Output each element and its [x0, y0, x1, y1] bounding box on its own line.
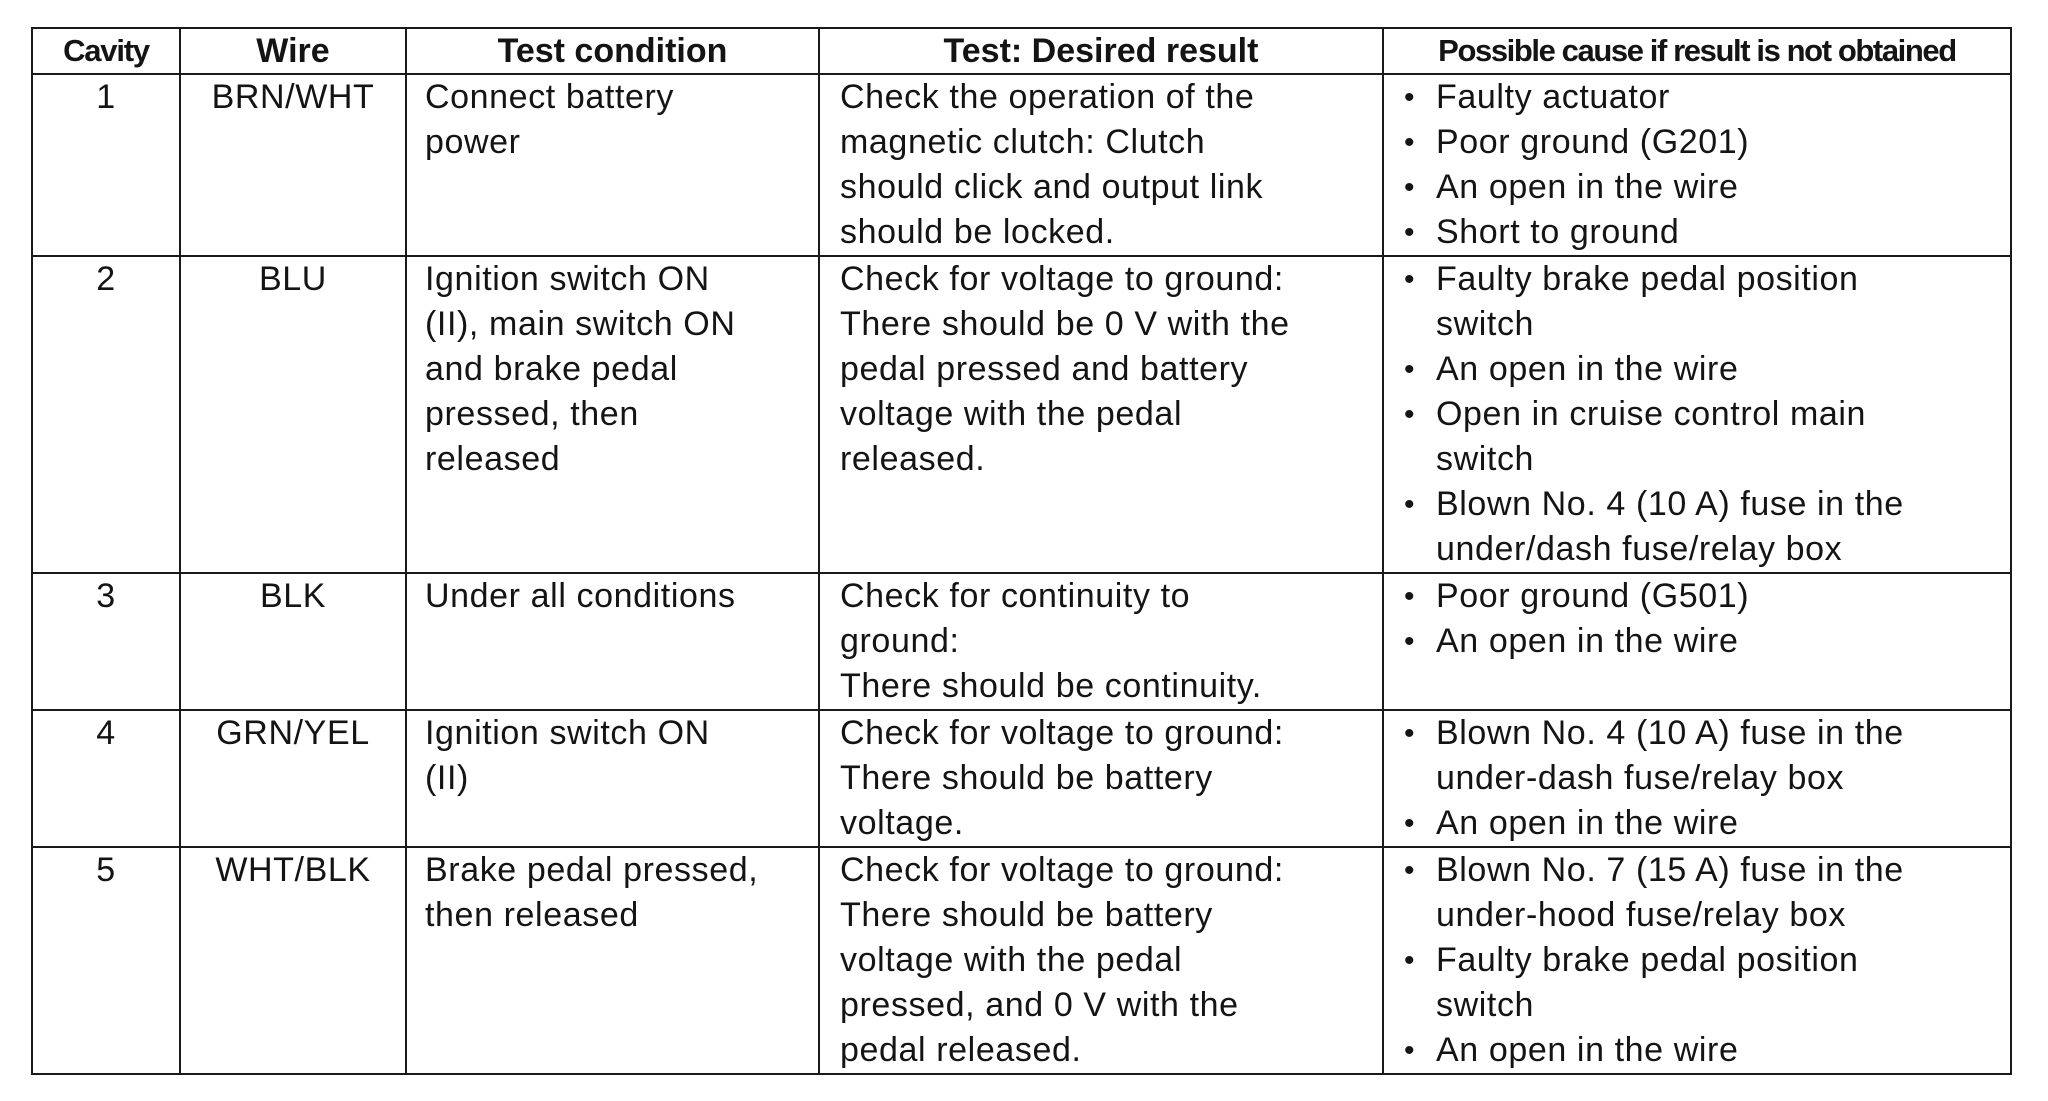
cavity-cell: 2: [32, 256, 180, 573]
cause-item: • Faulty actuator: [1402, 75, 2004, 120]
cause-item: • An open in the wire: [1402, 347, 2004, 392]
header-desired-result: Test: Desired result: [819, 28, 1383, 74]
troubleshooting-table-sheet: [31, 27, 2010, 1075]
cause-item: • An open in the wire: [1402, 165, 2004, 210]
desired-result-text: Check for voltage to ground: There should be 0 V with the pedal pressed and battery voltage with the pedal released.: [840, 260, 1290, 478]
possible-cause-cell: [1383, 74, 2011, 256]
cavity-cell: 4: [32, 710, 180, 847]
test-condition-text: Ignition switch ON (II): [425, 714, 710, 797]
possible-cause-cell: [1383, 573, 2011, 710]
desired-result-text: Check for continuity to ground: There should be continuity.: [840, 577, 1262, 705]
possible-cause-cell: [1383, 256, 2011, 573]
cause-item: • Faulty brake pedal position switch: [1402, 257, 2004, 347]
test-condition-text: Ignition switch ON (II), main switch ON and brake pedal pressed, then released: [425, 260, 736, 478]
cause-list: [1402, 574, 2004, 664]
desired-result-text: Check for voltage to ground: There should be battery voltage with the pedal pressed, and 0 V with the pedal released.: [840, 851, 1284, 1069]
test-condition-cell: [406, 74, 819, 256]
desired-result-text: Check the operation of the magnetic clutch: Clutch should click and output link should be locked.: [840, 78, 1264, 251]
desired-result-cell: [819, 573, 1383, 710]
cause-list: [1402, 257, 2004, 572]
wire-cell: GRN/YEL: [180, 710, 406, 847]
test-condition-cell: [406, 847, 819, 1074]
cause-item: • An open in the wire: [1402, 1028, 2004, 1073]
cause-item: • Poor ground (G501): [1402, 574, 2004, 619]
desired-result-cell: [819, 74, 1383, 256]
table-row: [32, 573, 2011, 710]
wire-cell: BLK: [180, 573, 406, 710]
test-condition-text: Under all conditions: [425, 577, 736, 615]
possible-cause-cell: [1383, 710, 2011, 847]
test-condition-text: Connect battery power: [425, 78, 675, 161]
test-condition-cell: [406, 573, 819, 710]
cause-item: • Blown No. 4 (10 A) fuse in the under/dash fuse/relay box: [1402, 482, 2004, 572]
wire-cell: BLU: [180, 256, 406, 573]
cause-item: • Open in cruise control main switch: [1402, 392, 2004, 482]
possible-cause-cell: [1383, 847, 2011, 1074]
cavity-cell: 5: [32, 847, 180, 1074]
header-test-condition: Test condition: [406, 28, 819, 74]
cause-item: • Poor ground (G201): [1402, 120, 2004, 165]
test-condition-text: Brake pedal pressed, then released: [425, 851, 759, 934]
wire-cell: WHT/BLK: [180, 847, 406, 1074]
cause-item: • Blown No. 4 (10 A) fuse in the under-dash fuse/relay box: [1402, 711, 2004, 801]
cause-item: • Faulty brake pedal position switch: [1402, 938, 2004, 1028]
desired-result-cell: [819, 847, 1383, 1074]
cause-item: • Short to ground: [1402, 210, 2004, 255]
cause-list: [1402, 711, 2004, 846]
table-row: [32, 710, 2011, 847]
header-wire: Wire: [180, 28, 406, 74]
desired-result-cell: [819, 710, 1383, 847]
header-cavity: Cavity: [32, 28, 180, 74]
cavity-cell: 3: [32, 573, 180, 710]
table-header-row: [32, 28, 2011, 74]
cause-list: [1402, 848, 2004, 1073]
table-row: [32, 74, 2011, 256]
connector-test-table: [31, 27, 2012, 1075]
cause-item: • An open in the wire: [1402, 619, 2004, 664]
desired-result-cell: [819, 256, 1383, 573]
header-possible-cause: Possible cause if result is not obtained: [1383, 28, 2011, 74]
cause-item: • Blown No. 7 (15 A) fuse in the under-hood fuse/relay box: [1402, 848, 2004, 938]
table-row: [32, 847, 2011, 1074]
test-condition-cell: [406, 256, 819, 573]
wire-cell: BRN/WHT: [180, 74, 406, 256]
desired-result-text: Check for voltage to ground: There should be battery voltage.: [840, 714, 1284, 842]
cavity-cell: 1: [32, 74, 180, 256]
cause-item: • An open in the wire: [1402, 801, 2004, 846]
test-condition-cell: [406, 710, 819, 847]
cause-list: [1402, 75, 2004, 255]
table-row: [32, 256, 2011, 573]
